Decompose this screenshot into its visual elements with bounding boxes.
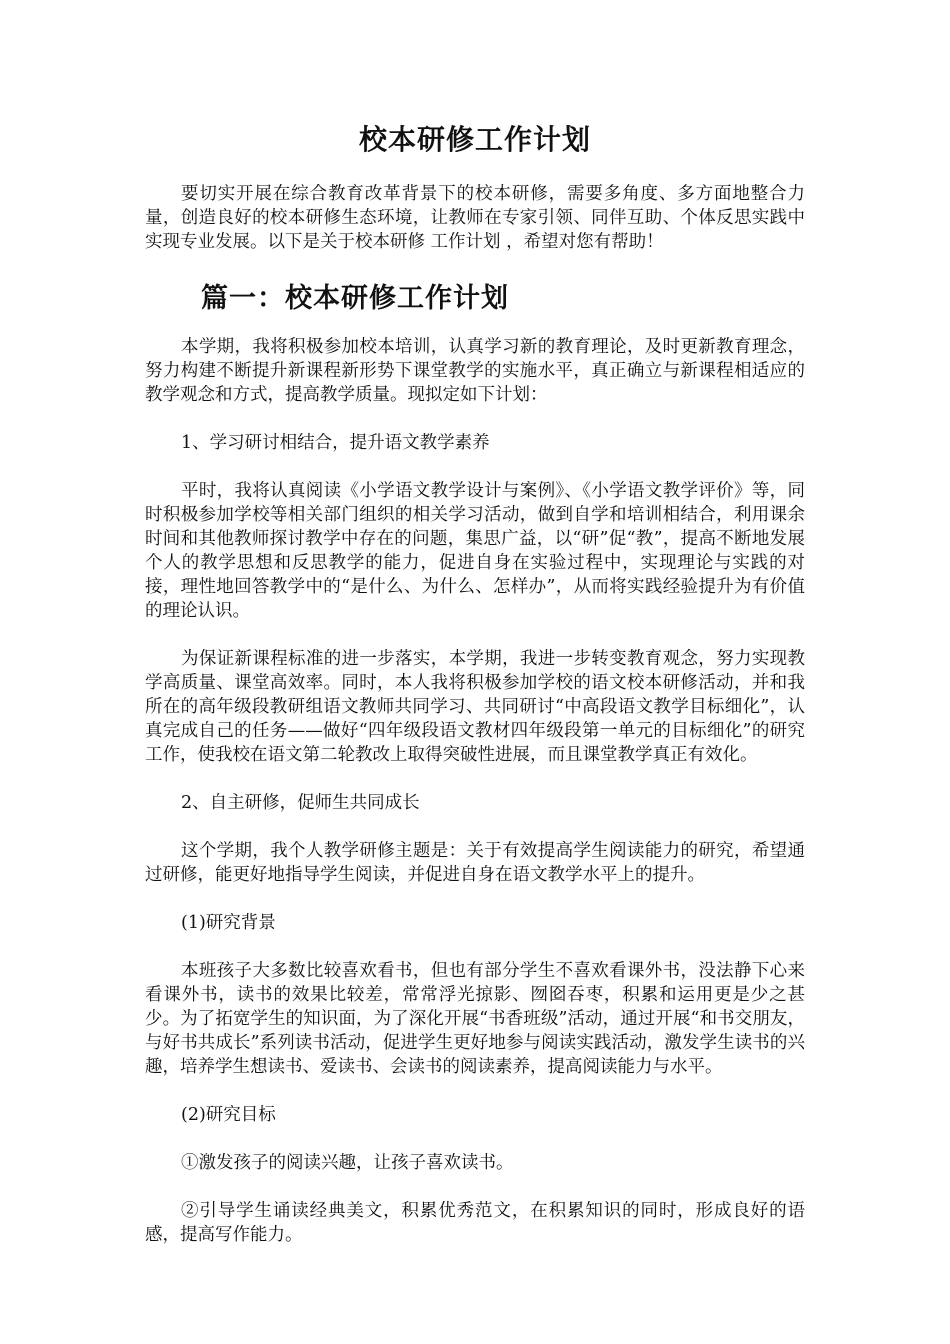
heading-item-2: 2、自主研修，促师生共同成长 bbox=[181, 793, 420, 813]
heading-item-1: 1、学习研讨相结合，提升语文教学素养 bbox=[181, 433, 490, 453]
paragraph-background: 本班孩子大多数比较喜欢看书，但也有部分学生不喜欢看课外书，没法静下心来看课外书，读书的效果比较差，常常浮光掠影、囫囵吞枣，积累和运用更是少之甚少。为了拓宽学生的知识面，为了深化开展“书香班级”活动，通过开展“和书交朋友，与好书共成长”系列读书活动，促进学生更好地参与阅读实践活动，激发学生读书的兴趣，培养学生想读书、爱读书、会读书的阅读素养，提高阅读能力与水平。 bbox=[145, 961, 805, 1077]
heading-research-goals: (2)研究目标 bbox=[181, 1105, 276, 1125]
section-title: 篇一：校本研修工作计划 bbox=[201, 283, 509, 314]
intro-paragraph: 要切实开展在综合教育改革背景下的校本研修，需要多角度、多方面地整合力量，创造良好的校本研修生态环境，让教师在专家引领、同伴互助、个体反思实践中实现专业发展。以下是关于校本研修 工作计划 ，希望对您有帮助！ bbox=[145, 184, 805, 252]
paragraph-study: 平时，我将认真阅读《小学语文教学设计与案例》、《小学语文教学评价》等，同时积极参加学校等相关部门组织的相关学习活动，做到自学和培训相结合，利用课余时间和其他教师探讨教学中存在的问题，集思广益，以“研”促“教”，提高不断地发展个人的教学思想和反思教学的能力，促进自身在实验过程中，实现理论与实践的对接，理性地回答教学中的“是什么、为什么、怎样办”，从而将实践经验提升为有价值的理论认识。 bbox=[145, 481, 805, 621]
document-title: 校本研修工作计划 bbox=[358, 123, 591, 156]
paragraph-topic: 这个学期，我个人教学研修主题是：关于有效提高学生阅读能力的研究，希望通过研修，能更好地指导学生阅读，并促进自身在语文教学水平上的提升。 bbox=[145, 841, 805, 885]
heading-research-background: (1)研究背景 bbox=[181, 913, 276, 933]
goal-item-2: ②引导学生诵读经典美文，积累优秀范文，在积累知识的同时，形成良好的语感，提高写作能力。 bbox=[145, 1201, 805, 1245]
goal-item-1: ①激发孩子的阅读兴趣，让孩子喜欢读书。 bbox=[181, 1153, 514, 1173]
paragraph-plan: 本学期，我将积极参加校本培训，认真学习新的教育理论，及时更新教育理念，努力构建不断提升新课程新形势下课堂教学的实施水平，真正确立与新课程相适应的教学观念和方式，提高教学质量。现拟定如下计划： bbox=[145, 337, 805, 405]
paragraph-curriculum: 为保证新课程标准的进一步落实，本学期，我进一步转变教育观念，努力实现教学高质量、课堂高效率。同时，本人我将积极参加学校的语文校本研修活动，并和我所在的高年级段教研组语文教师共同学习、共同研讨“中高段语文教学目标细化”，认真完成自己的任务——做好“四年级段语文教材四年级段第一单元的目标细化”的研究工作，使我校在语文第二轮教改上取得突破性进展，而且课堂教学真正有效化。 bbox=[145, 649, 805, 765]
